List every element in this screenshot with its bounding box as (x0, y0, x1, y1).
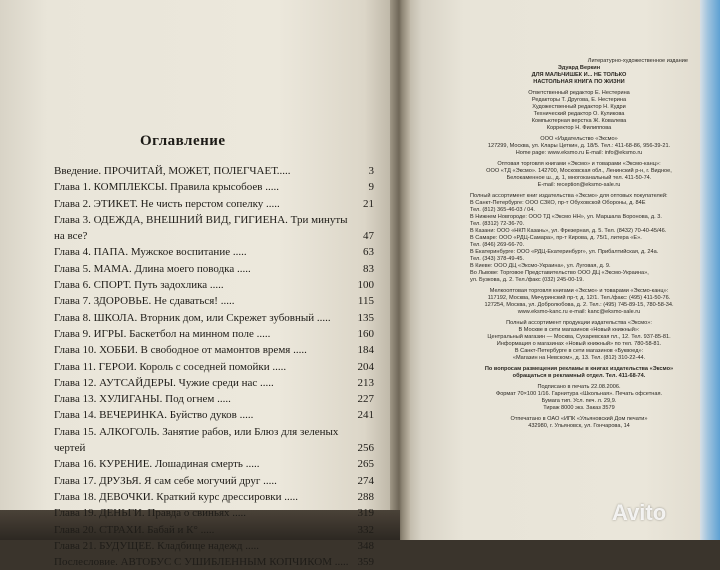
imprint-line: Ответственный редактор Е. Нестерина (528, 90, 630, 96)
toc-entry-page: 47 (363, 230, 374, 243)
toc-entry-page: 115 (357, 295, 374, 308)
toc-entry-page: 213 (357, 376, 374, 389)
imprint-print-info (470, 384, 688, 412)
imprint-line: ул. Бузкова, д. 2. Тел./факс (032) 245-00-19. (470, 277, 584, 283)
toc-entry-title: Глава 18. ДЕВОЧКИ. Краткий курс дрессировки ..... (54, 490, 299, 503)
imprint-retail (470, 288, 688, 316)
toc-entry (54, 359, 374, 375)
imprint-line: 127254, Москва, ул. Добролюбова, д. 2. Тел.: (495) 745-89-15, 780-58-34. (484, 302, 674, 308)
imprint-line: Тел. (8312) 72-36-70. (470, 221, 525, 227)
toc-entry-page: 3 (368, 165, 374, 177)
imprint-line: E-mail: reception@eksmo-sale.ru (537, 182, 621, 188)
imprint-printer (470, 416, 688, 430)
toc-entry-page: 274 (357, 474, 374, 487)
toc-entry (54, 212, 374, 245)
imprint-line: «Магазин на Невском», д. 13. Тел. (812) 310-22-44. (512, 355, 646, 361)
imprint-line: обращаться в рекламный отдел. Тел. 411-68-74. (512, 373, 646, 379)
toc-entry-title: Глава 16. КУРЕНИЕ. Лошадиная смерть ..... (54, 458, 260, 471)
toc-entry-title: Глава 13. ХУЛИГАНЫ. Под огнем ..... (54, 393, 231, 406)
imprint-line: Тел. (343) 378-49-45. (470, 256, 525, 262)
imprint-line: В Санкт-Петербурге в сети магазинов «Буквоед»: (514, 348, 644, 354)
toc-entry-page: 63 (363, 246, 374, 259)
toc-entry-page: 204 (357, 360, 374, 373)
toc-entry-title: Глава 11. ГЕРОИ. Король с соседней помойки ..... (54, 360, 287, 373)
toc-entry-title: Глава 14. ВЕЧЕРИНКА. Буйство дуков ..... (54, 409, 254, 422)
imprint-line: Центральный магазин — Москва, Сухаревская пл., 12. Тел. 937-85-81. (487, 334, 671, 340)
imprint-line: Компьютерная верстка Ж. Ковалева (531, 118, 627, 124)
toc-entry (54, 244, 374, 260)
imprint-line: Полный ассортимент продукции издательства «Эксмо»: (506, 320, 652, 326)
toc-entry-page: 332 (357, 523, 374, 536)
toc-entry (54, 326, 374, 342)
imprint-page (470, 58, 688, 434)
toc-entry-title: Глава 20. СТРАХИ. Бабай и К° ..... (54, 523, 215, 536)
toc-entry-title: Глава 17. ДРУЗЬЯ. Я сам себе могучий друг ..... (54, 474, 277, 487)
imprint-line: В Санкт-Петербурге: ООО СЗКО, пр-т Обуховской Обороны, д. 84Е (470, 200, 646, 206)
toc-entry-title: Глава 6. СПОРТ. Путь задохлика ..... (54, 279, 224, 292)
toc-list (54, 163, 374, 570)
toc-entry-page: 319 (357, 507, 374, 520)
imprint-line: www.eksmo-kanc.ru e-mail: kanc@eksmo-sale.ru (517, 309, 641, 315)
imprint-line: Технический редактор О. Куликова (533, 111, 625, 117)
imprint-line: По вопросам размещения рекламы в книгах издательства «Эксмо» (484, 366, 674, 372)
imprint-line: Информация о магазинах «Новый книжный» по тел. 780-58-81. (496, 341, 662, 347)
imprint-line: Отпечатано в ОАО «ИПК «Ульяновский Дом печати» (510, 416, 648, 422)
imprint-line: Белокаменное ш., д. 1, многоканальный тел. 411-50-74. (506, 175, 652, 181)
book-gutter (390, 0, 410, 540)
toc-entry-title: Послесловие. АВТОБУС С УШИБЛЕННЫМ КОПЧИКОМ ..... (54, 556, 349, 569)
toc-entry-page: 359 (357, 556, 374, 569)
toc-entry-page: 83 (363, 262, 374, 275)
imprint-line: Мелкооптовая торговля книгами «Эксмо» и товарами «Эксмо-канц»: (489, 288, 669, 294)
imprint-author: Эдуард Веркин (557, 65, 601, 71)
toc-entry-page: 100 (357, 279, 374, 292)
toc-entry (54, 163, 374, 179)
imprint-line: 432980, г. Ульяновск, ул. Гончарова, 14 (528, 423, 630, 429)
imprint-stores (470, 320, 688, 362)
toc-entry-page: 241 (357, 409, 374, 422)
imprint-editors (470, 90, 688, 132)
toc-entry (54, 375, 374, 391)
toc-entry (54, 489, 374, 505)
toc-entry-title: Глава 2. ЭТИКЕТ. Не чисть перстом сопелку ..... (54, 197, 280, 210)
toc-entry-page: 21 (363, 197, 374, 210)
toc-entry-title: Введение. ПРОЧИТАЙ, МОЖЕТ, ПОЛЕГЧАЕТ..... (54, 165, 291, 177)
toc-entry-page: 348 (357, 539, 374, 552)
toc-entry (54, 522, 374, 538)
toc-entry-page: 288 (357, 490, 374, 503)
imprint-line: ООО «ТД «Эксмо». 142700, Московская обл., Ленинский р-н, г. Видное, (486, 168, 672, 174)
imprint-ads (470, 366, 688, 380)
imprint-line: Тел. (812) 365-46-03 / 04. (470, 207, 535, 213)
imprint-line: Тираж 8000 экз. Заказ 3579 (543, 405, 615, 411)
toc-entry (54, 277, 374, 293)
imprint-line: В Киеве: ООО ДЦ «Эксмо-Украина», ул. Луговая, д. 9. (470, 263, 611, 269)
toc-entry-title: Глава 10. ХОББИ. В свободное от мамонтов время ..... (54, 344, 307, 357)
book-cover-edge (700, 0, 720, 540)
toc-entry-page: 160 (357, 327, 374, 340)
toc-entry (54, 342, 374, 358)
toc-entry (54, 554, 374, 570)
imprint-genre: Литературно-художественное издание (587, 58, 688, 64)
toc-entry (54, 196, 374, 212)
imprint-line: Home page: www.eksmo.ru E-mail: info@eksmo.ru (515, 150, 643, 156)
imprint-line: Художественный редактор Н. Кудри (532, 104, 626, 110)
toc-entry-title: Глава 21. БУДУЩЕЕ. Кладбище надежд ..... (54, 539, 259, 552)
toc-entry (54, 473, 374, 489)
imprint-subtitle: НАСТОЛЬНАЯ КНИГА ПО ЖИЗНИ (533, 79, 625, 85)
avito-watermark: Avito (612, 500, 667, 525)
toc-entry-title: Глава 15. АЛКОГОЛЬ. Занятие рабов, или Блюз для зеленых чертей (54, 425, 339, 455)
imprint-line: В Москве в сети магазинов «Новый книжный»: (518, 327, 640, 333)
imprint-line: Корректор Н. Филиппова (546, 125, 612, 131)
imprint-line: ООО «Издательство «Эксмо» (540, 136, 618, 142)
imprint-line: Во Львове: Торговое Представительство ООО ДЦ «Эксмо-Украина», (470, 270, 649, 276)
imprint-line: Бумага тип. Усл. печ. л. 29,9. (541, 398, 617, 404)
toc-entry (54, 424, 374, 457)
imprint-book-title: ДЛЯ МАЛЬЧИШЕК И... НЕ ТОЛЬКО (531, 72, 627, 78)
toc-entry (54, 179, 374, 195)
toc-entry (54, 505, 374, 521)
toc-entry-page: 227 (357, 393, 374, 406)
toc-entry-title: Глава 12. АУТСАЙДЕРЫ. Чужие среди нас ..... (54, 376, 274, 389)
imprint-line: Формат 70×100 1/16. Гарнитура «Школьная». Печать офсетная. (495, 391, 663, 397)
imprint-line: Подписано в печать 22.08.2006. (537, 384, 621, 390)
toc-entry (54, 456, 374, 472)
toc-entry-title: Глава 8. ШКОЛА. Вторник дом, или Скрежет зубовный ..... (54, 311, 331, 324)
imprint-line: В Казани: ООО «НКП Казань», ул. Фрезерная, д. 5. Тел. (8432) 70-40-45/46. (470, 228, 667, 234)
imprint-regional (470, 193, 688, 284)
toc-entry-title: Глава 9. ИГРЫ. Баскетбол на минном поле ..... (54, 327, 271, 340)
imprint-publisher (470, 136, 688, 157)
toc-entry-title: Глава 3. ОДЕЖДА, ВНЕШНИЙ ВИД, ГИГИЕНА. Три минуты на все? (54, 213, 348, 243)
toc-entry-page: 184 (357, 344, 374, 357)
imprint-wholesale (470, 161, 688, 189)
imprint-line: 127299, Москва, ул. Клары Цеткин, д. 18/5. Тел.: 411-68-86, 956-39-21. (487, 143, 671, 149)
toc-entry (54, 538, 374, 554)
imprint-line: Тел. (846) 269-66-70. (470, 242, 525, 248)
toc-entry (54, 391, 374, 407)
imprint-line: В Екатеринбурге: ООО «РДЦ-Екатеринбург», ул. Прибалтийская, д. 24а. (470, 249, 659, 255)
toc-entry-page: 135 (357, 311, 374, 324)
imprint-line: Полный ассортимент книг издательства «Эксмо» для оптовых покупателей: (470, 193, 668, 199)
imprint-line: Оптовая торговля книгами «Эксмо» и товарами «Эксмо-канц»: (497, 161, 661, 167)
toc-entry-page: 256 (357, 442, 374, 455)
toc-entry-page: 265 (357, 458, 374, 471)
toc-entry-page: 9 (368, 181, 374, 194)
toc-entry-title: Глава 1. КОМПЛЕКСЫ. Правила крысобоев ..... (54, 181, 279, 194)
imprint-line: В Нижнем Новгороде: ООО ТД «Эксмо НН», ул. Маршала Воронова, д. 3. (470, 214, 662, 220)
imprint-line: В Самаре: ООО «РДЦ-Самара», пр-т Кирова, д. 75/1, литера «Е». (470, 235, 642, 241)
toc-entry-title: Глава 5. МАМА. Длина моего поводка ..... (54, 262, 251, 275)
toc-title: Оглавление (140, 133, 226, 149)
toc-entry-title: Глава 4. ПАПА. Мужское воспитание ..... (54, 246, 247, 259)
toc-entry (54, 293, 374, 309)
imprint-line: 117192, Москва, Мичуринский пр-т, д. 12/1. Тел./факс: (495) 411-50-76. (487, 295, 671, 301)
toc-entry (54, 407, 374, 423)
toc-entry-title: Глава 7. ЗДОРОВЬЕ. Не сдаваться! ..... (54, 295, 235, 308)
toc-entry (54, 310, 374, 326)
toc-entry (54, 261, 374, 277)
imprint-line: Редакторы Т. Другова, Е. Нестерина (531, 97, 627, 103)
toc-entry-title: Глава 19. ДЕНЬГИ. Правда о свиньях ..... (54, 507, 247, 520)
